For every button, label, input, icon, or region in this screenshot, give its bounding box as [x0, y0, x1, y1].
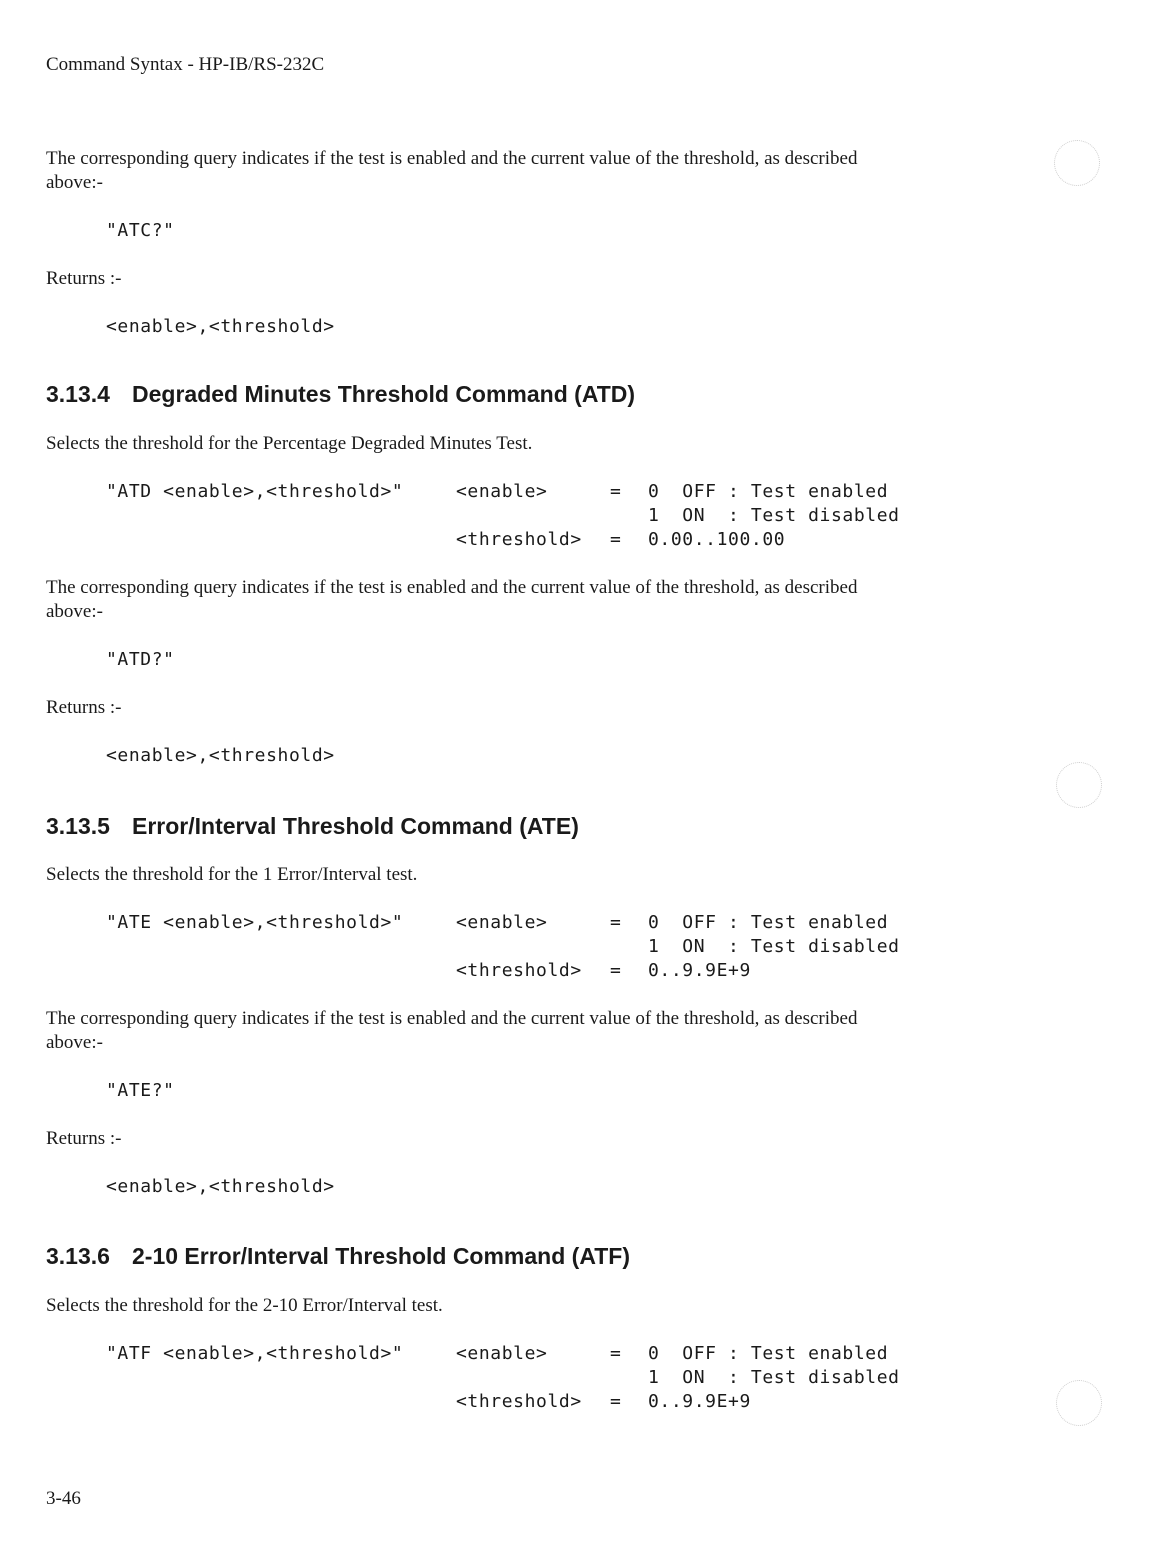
- punch-hole-mark: [1056, 1380, 1102, 1426]
- parameter-option: 1 ON : Test disabled: [648, 936, 900, 957]
- parameter-option: 1 ON : Test disabled: [648, 1367, 900, 1388]
- section-number: 3.13.5: [46, 813, 110, 839]
- running-header: Command Syntax - HP-IB/RS-232C: [46, 54, 325, 75]
- equals-sign: =: [610, 529, 622, 550]
- query-description-line: above:-: [46, 1032, 103, 1053]
- equals-sign: =: [610, 1391, 622, 1412]
- section-number: 3.13.4: [46, 381, 110, 407]
- page-number: 3-46: [46, 1488, 81, 1509]
- query-command: "ATD?": [106, 649, 175, 670]
- returns-label: Returns :-: [46, 697, 122, 718]
- section-description: Selects the threshold for the Percentage Degraded Minutes Test.: [46, 433, 533, 454]
- section-description: Selects the threshold for the 1 Error/Interval test.: [46, 864, 418, 885]
- returns-value: <enable>,<threshold>: [106, 1176, 335, 1197]
- parameter-option: 1 ON : Test disabled: [648, 505, 900, 526]
- section-heading: [46, 1243, 630, 1270]
- returns-label: Returns :-: [46, 268, 122, 289]
- parameter-name: <enable>: [456, 912, 548, 933]
- punch-hole-mark: [1054, 140, 1100, 186]
- parameter-range: 0..9.9E+9: [648, 960, 751, 981]
- section-description: Selects the threshold for the 2-10 Error/Interval test.: [46, 1295, 443, 1316]
- query-description-line: The corresponding query indicates if the test is enabled and the current value of the threshold, as described: [46, 577, 858, 598]
- equals-sign: =: [610, 912, 622, 933]
- equals-sign: =: [610, 481, 622, 502]
- section-heading: [46, 813, 579, 840]
- query-description-line: The corresponding query indicates if the test is enabled and the current value of the threshold, as described: [46, 148, 858, 169]
- command-syntax: "ATE <enable>,<threshold>": [106, 912, 404, 933]
- equals-sign: =: [610, 960, 622, 981]
- returns-label: Returns :-: [46, 1128, 122, 1149]
- parameter-range: 0..9.9E+9: [648, 1391, 751, 1412]
- query-command: "ATC?": [106, 220, 175, 241]
- section-title: Error/Interval Threshold Command (ATE): [132, 813, 579, 839]
- command-syntax: "ATD <enable>,<threshold>": [106, 481, 404, 502]
- query-command: "ATE?": [106, 1080, 175, 1101]
- returns-value: <enable>,<threshold>: [106, 745, 335, 766]
- section-number: 3.13.6: [46, 1243, 110, 1269]
- section-title: 2-10 Error/Interval Threshold Command (ATF): [132, 1243, 630, 1269]
- parameter-name: <threshold>: [456, 1391, 582, 1412]
- query-description-line: above:-: [46, 172, 103, 193]
- equals-sign: =: [610, 1343, 622, 1364]
- parameter-option: 0 OFF : Test enabled: [648, 1343, 889, 1364]
- parameter-name: <threshold>: [456, 960, 582, 981]
- parameter-range: 0.00..100.00: [648, 529, 786, 550]
- parameter-option: 0 OFF : Test enabled: [648, 481, 889, 502]
- query-description-line: The corresponding query indicates if the test is enabled and the current value of the threshold, as described: [46, 1008, 858, 1029]
- parameter-option: 0 OFF : Test enabled: [648, 912, 889, 933]
- parameter-name: <threshold>: [456, 529, 582, 550]
- query-description-line: above:-: [46, 601, 103, 622]
- command-syntax: "ATF <enable>,<threshold>": [106, 1343, 404, 1364]
- punch-hole-mark: [1056, 762, 1102, 808]
- parameter-name: <enable>: [456, 481, 548, 502]
- returns-value: <enable>,<threshold>: [106, 316, 335, 337]
- section-heading: [46, 381, 635, 408]
- parameter-name: <enable>: [456, 1343, 548, 1364]
- section-title: Degraded Minutes Threshold Command (ATD): [132, 381, 636, 407]
